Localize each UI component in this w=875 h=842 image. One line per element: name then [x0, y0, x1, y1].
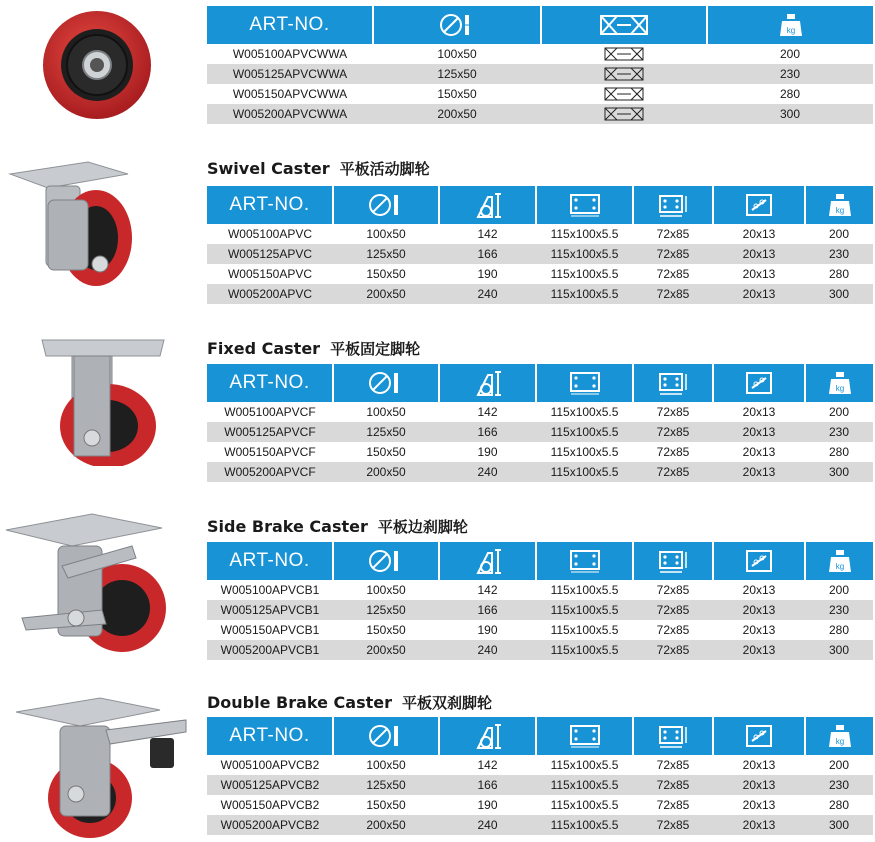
title-en: Fixed Caster [207, 339, 321, 358]
bolt-hole-icon [744, 723, 774, 749]
header-art [207, 186, 333, 224]
cell-plate: 115x100x5.5 [536, 462, 633, 482]
section-title [207, 158, 430, 179]
title-en: Double Brake Caster [207, 693, 392, 712]
diameter-width-icon [439, 12, 475, 38]
bolt-hole-spacing-icon [656, 192, 690, 218]
cell-hole: 72x85 [633, 755, 713, 775]
cell-load: 280 [805, 442, 873, 462]
table-header [207, 542, 873, 580]
table-row [207, 462, 873, 482]
cell-size: 100x50 [333, 755, 439, 775]
diameter-width-icon [368, 192, 404, 218]
header-height [439, 364, 536, 402]
table-row [207, 422, 873, 442]
table-row [207, 284, 873, 304]
cell-size: 200x50 [373, 104, 541, 124]
cell-size: 200x50 [333, 640, 439, 660]
cell-size: 200x50 [333, 815, 439, 835]
cell-plate: 115x100x5.5 [536, 795, 633, 815]
section-title [207, 516, 468, 537]
table-row [207, 442, 873, 462]
bolt-hole-icon [744, 370, 774, 396]
cell-art: W005125APVCB1 [207, 600, 333, 620]
diameter-width-icon [368, 370, 404, 396]
cell-height: 142 [439, 224, 536, 244]
top-plate-icon [568, 723, 602, 749]
box-dimension-icon [604, 47, 644, 61]
header-hole [633, 186, 713, 224]
table-header [207, 6, 873, 44]
cell-plate: 115x100x5.5 [536, 264, 633, 284]
cell-plate: 115x100x5.5 [536, 422, 633, 442]
art-no-label: ART-NO. [249, 14, 330, 35]
height-icon [472, 547, 504, 575]
cell-size: 100x50 [333, 224, 439, 244]
cell-art: W005100APVC [207, 224, 333, 244]
cell-height: 190 [439, 442, 536, 462]
table-row [207, 402, 873, 422]
header-art [207, 364, 333, 402]
spec-table-swivel [207, 186, 873, 304]
cell-height: 240 [439, 640, 536, 660]
cell-art: W005200APVCF [207, 462, 333, 482]
cell-load: 200 [805, 224, 873, 244]
cell-hole: 72x85 [633, 224, 713, 244]
load-weight-icon [827, 370, 853, 396]
header-load [707, 6, 873, 44]
title-cn: 平板固定脚轮 [330, 340, 421, 358]
cell-load: 300 [805, 284, 873, 304]
cell-plate: 115x100x5.5 [536, 600, 633, 620]
title-cn: 平板边刹脚轮 [377, 518, 468, 536]
cell-hole: 72x85 [633, 600, 713, 620]
art-no-label: ART-NO. [229, 194, 310, 215]
header-art [207, 717, 333, 755]
title-en: Swivel Caster [207, 159, 330, 178]
cell-height: 240 [439, 284, 536, 304]
load-weight-icon [778, 12, 804, 38]
load-weight-icon [827, 192, 853, 218]
cell-plate: 115x100x5.5 [536, 224, 633, 244]
cell-box [541, 44, 707, 64]
cell-height: 166 [439, 600, 536, 620]
cell-plate: 115x100x5.5 [536, 402, 633, 422]
cell-size: 125x50 [333, 244, 439, 264]
cell-height: 190 [439, 264, 536, 284]
title-en: Side Brake Caster [207, 517, 368, 536]
bolt-hole-icon [744, 548, 774, 574]
header-height [439, 717, 536, 755]
cell-art: W005100APVCWWA [207, 44, 373, 64]
header-bolt [713, 364, 805, 402]
cell-load: 280 [805, 620, 873, 640]
cell-load: 230 [805, 775, 873, 795]
cell-art: W005100APVCB1 [207, 580, 333, 600]
diameter-width-icon [368, 723, 404, 749]
cell-hole: 72x85 [633, 402, 713, 422]
header-bolt [713, 717, 805, 755]
cell-size: 150x50 [333, 442, 439, 462]
cell-art: W005150APVCWWA [207, 84, 373, 104]
box-dimension-icon [604, 67, 644, 81]
header-size [333, 542, 439, 580]
cell-height: 166 [439, 244, 536, 264]
cell-bolt: 20x13 [713, 284, 805, 304]
cell-size: 125x50 [333, 775, 439, 795]
cell-load: 280 [707, 84, 873, 104]
box-dimension-icon [604, 107, 644, 121]
cell-load: 300 [805, 640, 873, 660]
header-size [333, 186, 439, 224]
cell-plate: 115x100x5.5 [536, 620, 633, 640]
header-plate [536, 542, 633, 580]
cell-art: W005150APVCB2 [207, 795, 333, 815]
cell-height: 240 [439, 815, 536, 835]
cell-art: W005200APVCB1 [207, 640, 333, 660]
svg-text:kg: kg [835, 562, 844, 571]
cell-size: 200x50 [333, 284, 439, 304]
header-size [333, 717, 439, 755]
header-height [439, 542, 536, 580]
header-plate [536, 186, 633, 224]
table-row [207, 244, 873, 264]
cell-bolt: 20x13 [713, 600, 805, 620]
box-icon [599, 14, 649, 36]
cell-height: 142 [439, 402, 536, 422]
cell-size: 100x50 [373, 44, 541, 64]
spec-table-wheel [207, 6, 873, 124]
header-hole [633, 364, 713, 402]
cell-art: W005125APVCF [207, 422, 333, 442]
double-brake-caster-photo [10, 690, 190, 840]
cell-plate: 115x100x5.5 [536, 815, 633, 835]
cell-size: 125x50 [333, 600, 439, 620]
cell-bolt: 20x13 [713, 640, 805, 660]
cell-height: 142 [439, 580, 536, 600]
table-row [207, 580, 873, 600]
cell-bolt: 20x13 [713, 244, 805, 264]
header-bolt [713, 186, 805, 224]
header-load [805, 717, 873, 755]
height-icon [472, 369, 504, 397]
swivel-caster-photo [8, 160, 138, 290]
cell-hole: 72x85 [633, 462, 713, 482]
fixed-caster-photo [38, 336, 168, 466]
cell-art: W005200APVCWWA [207, 104, 373, 124]
cell-bolt: 20x13 [713, 580, 805, 600]
height-icon [472, 722, 504, 750]
cell-hole: 72x85 [633, 795, 713, 815]
cell-bolt: 20x13 [713, 422, 805, 442]
table-row [207, 104, 873, 124]
cell-hole: 72x85 [633, 264, 713, 284]
cell-hole: 72x85 [633, 284, 713, 304]
table-row [207, 600, 873, 620]
header-height [439, 186, 536, 224]
header-hole [633, 717, 713, 755]
section-title [207, 338, 420, 359]
cell-size: 100x50 [333, 402, 439, 422]
cell-art: W005125APVCWWA [207, 64, 373, 84]
svg-text:kg: kg [786, 26, 795, 35]
title-cn: 平板双刹脚轮 [402, 694, 493, 712]
cell-art: W005150APVCF [207, 442, 333, 462]
header-size [333, 364, 439, 402]
cell-bolt: 20x13 [713, 402, 805, 422]
cell-size: 200x50 [333, 462, 439, 482]
svg-text:kg: kg [835, 384, 844, 393]
cell-load: 200 [805, 402, 873, 422]
cell-load: 200 [805, 755, 873, 775]
cell-load: 300 [805, 815, 873, 835]
art-no-label: ART-NO. [229, 372, 310, 393]
cell-art: W005100APVCB2 [207, 755, 333, 775]
cell-size: 150x50 [333, 620, 439, 640]
cell-height: 166 [439, 422, 536, 442]
table-header [207, 186, 873, 224]
bolt-hole-spacing-icon [656, 370, 690, 396]
cell-load: 200 [707, 44, 873, 64]
top-plate-icon [568, 192, 602, 218]
section-title [207, 692, 492, 713]
cell-size: 100x50 [333, 580, 439, 600]
cell-plate: 115x100x5.5 [536, 640, 633, 660]
cell-art: W005150APVC [207, 264, 333, 284]
header-art-no [207, 6, 373, 44]
cell-plate: 115x100x5.5 [536, 775, 633, 795]
header-load [805, 186, 873, 224]
svg-text:kg: kg [835, 737, 844, 746]
cell-load: 200 [805, 580, 873, 600]
cell-size: 150x50 [333, 264, 439, 284]
cell-plate: 115x100x5.5 [536, 284, 633, 304]
table-row [207, 84, 873, 104]
header-size [373, 6, 541, 44]
load-weight-icon [827, 548, 853, 574]
cell-bolt: 20x13 [713, 442, 805, 462]
header-hole [633, 542, 713, 580]
cell-hole: 72x85 [633, 442, 713, 462]
table-row [207, 64, 873, 84]
box-dimension-icon [604, 87, 644, 101]
cell-hole: 72x85 [633, 244, 713, 264]
header-load [805, 542, 873, 580]
cell-load: 280 [805, 795, 873, 815]
cell-bolt: 20x13 [713, 795, 805, 815]
cell-bolt: 20x13 [713, 620, 805, 640]
cell-art: W005125APVCB2 [207, 775, 333, 795]
cell-plate: 115x100x5.5 [536, 442, 633, 462]
table-row [207, 224, 873, 244]
cell-load: 280 [805, 264, 873, 284]
header-bolt [713, 542, 805, 580]
wheel-photo [40, 8, 155, 123]
cell-art: W005100APVCF [207, 402, 333, 422]
cell-hole: 72x85 [633, 580, 713, 600]
cell-load: 230 [805, 600, 873, 620]
header-plate [536, 364, 633, 402]
cell-plate: 115x100x5.5 [536, 755, 633, 775]
cell-box [541, 104, 707, 124]
height-icon [472, 191, 504, 219]
diameter-width-icon [368, 548, 404, 574]
cell-art: W005200APVC [207, 284, 333, 304]
table-row [207, 775, 873, 795]
cell-plate: 115x100x5.5 [536, 580, 633, 600]
cell-size: 125x50 [333, 422, 439, 442]
header-art [207, 542, 333, 580]
cell-bolt: 20x13 [713, 224, 805, 244]
cell-height: 166 [439, 775, 536, 795]
bolt-hole-spacing-icon [656, 548, 690, 574]
cell-size: 125x50 [373, 64, 541, 84]
bolt-hole-icon [744, 192, 774, 218]
spec-table-fixed [207, 364, 873, 482]
load-weight-icon [827, 723, 853, 749]
header-box [541, 6, 707, 44]
table-row [207, 44, 873, 64]
table-header [207, 364, 873, 402]
cell-plate: 115x100x5.5 [536, 244, 633, 264]
art-no-label: ART-NO. [229, 725, 310, 746]
cell-load: 230 [805, 244, 873, 264]
art-no-label: ART-NO. [229, 550, 310, 571]
cell-art: W005200APVCB2 [207, 815, 333, 835]
svg-text:kg: kg [835, 206, 844, 215]
title-cn: 平板活动脚轮 [339, 160, 430, 178]
cell-hole: 72x85 [633, 640, 713, 660]
cell-art: W005125APVC [207, 244, 333, 264]
cell-load: 230 [707, 64, 873, 84]
cell-height: 240 [439, 462, 536, 482]
spec-table-side-brake [207, 542, 873, 660]
cell-load: 300 [805, 462, 873, 482]
table-row [207, 755, 873, 775]
cell-bolt: 20x13 [713, 264, 805, 284]
bolt-hole-spacing-icon [656, 723, 690, 749]
cell-box [541, 64, 707, 84]
cell-hole: 72x85 [633, 815, 713, 835]
table-header [207, 717, 873, 755]
table-row [207, 795, 873, 815]
cell-hole: 72x85 [633, 422, 713, 442]
cell-bolt: 20x13 [713, 755, 805, 775]
cell-bolt: 20x13 [713, 462, 805, 482]
cell-size: 150x50 [373, 84, 541, 104]
cell-size: 150x50 [333, 795, 439, 815]
spec-table-double-brake [207, 717, 873, 835]
cell-hole: 72x85 [633, 620, 713, 640]
cell-bolt: 20x13 [713, 815, 805, 835]
cell-height: 142 [439, 755, 536, 775]
header-load [805, 364, 873, 402]
table-row [207, 640, 873, 660]
cell-height: 190 [439, 620, 536, 640]
table-row [207, 264, 873, 284]
cell-box [541, 84, 707, 104]
table-row [207, 815, 873, 835]
top-plate-icon [568, 370, 602, 396]
cell-height: 190 [439, 795, 536, 815]
side-brake-caster-photo [2, 506, 172, 656]
cell-load: 230 [805, 422, 873, 442]
table-row [207, 620, 873, 640]
top-plate-icon [568, 548, 602, 574]
header-plate [536, 717, 633, 755]
cell-hole: 72x85 [633, 775, 713, 795]
cell-art: W005150APVCB1 [207, 620, 333, 640]
cell-load: 300 [707, 104, 873, 124]
cell-bolt: 20x13 [713, 775, 805, 795]
